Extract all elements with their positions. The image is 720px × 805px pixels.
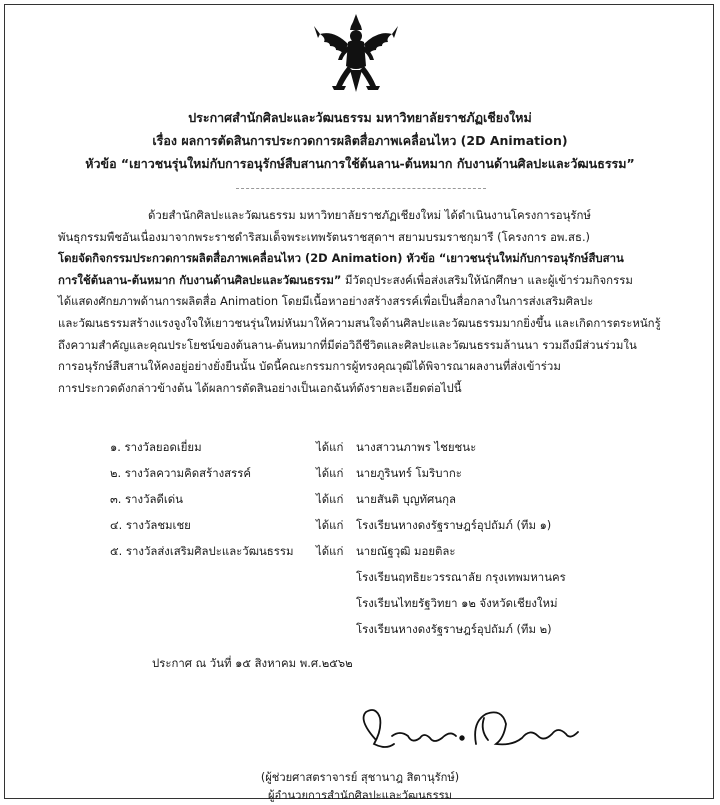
award-recipient-label: ได้แก่ xyxy=(316,544,344,558)
award-row xyxy=(110,538,670,564)
award-name: ๑. รางวัลยอดเยี่ยม xyxy=(110,440,202,454)
award-recipient-label: ได้แก่ xyxy=(316,440,344,454)
award-recipient: โรงเรียนหางดงรัฐราษฎร์อุปถัมภ์ (ทีม ๑) xyxy=(356,518,552,532)
award-row xyxy=(110,460,670,486)
header-line-1: ประกาศสำนักศิลปะและวัฒนธรรม มหาวิทยาลัยราชภัฏเชียงใหม่ xyxy=(188,110,532,125)
announcement-date: ประกาศ ณ วันที่ ๑๕ สิงหาคม พ.ศ.๒๕๖๒ xyxy=(152,656,353,670)
body-line-bold: การใช้ต้นลาน-ต้นหมาก กับงานด้านศิลปะและวัฒนธรรม” xyxy=(58,272,342,287)
body-line xyxy=(58,270,668,292)
body-line: การอนุรักษ์สืบสานให้คงอยู่อย่างยั่งยืนนั้น บัดนี้คณะกรรมการผู้ทรงคุณวุฒิได้พิจารณาผลงานที่ส่งเข้าร่วม xyxy=(58,359,561,374)
award-recipient-extra: โรงเรียนหางดงรัฐราษฎร์อุปถัมภ์ (ทีม ๒) xyxy=(356,622,552,636)
awards-list xyxy=(110,434,670,636)
award-name: ๒. รางวัลความคิดสร้างสรรค์ xyxy=(110,466,251,480)
document-header xyxy=(0,106,720,175)
body-line: ได้แสดงศักยภาพด้านการผลิตสื่อ Animation โดยมีเนื้อหาอย่างสร้างสรรค์เพื่อเป็นสื่อกลางในการส่งเสริมศิลปะ xyxy=(58,294,594,309)
award-name: ๔. รางวัลชมเชย xyxy=(110,518,191,532)
body-line: ด้วยสำนักศิลปะและวัฒนธรรม มหาวิทยาลัยราชภัฏเชียงใหม่ ได้ดำเนินงานโครงการอนุรักษ์ xyxy=(148,208,591,222)
header-line-2: เรื่อง ผลการตัดสินการประกวดการผลิตสื่อภาพเคลื่อนไหว (2D Animation) xyxy=(152,133,568,148)
award-row xyxy=(110,434,670,460)
body-line: พันธุกรรมพืชอันเนื่องมาจากพระราชดำริสมเด็จพระเทพรัตนราชสุดาฯ สยามบรมราชกุมารี (โครงการ อพ.สธ.) xyxy=(58,229,591,244)
award-recipient: นายภูรินทร์ โมริบากะ xyxy=(356,466,462,480)
award-name: ๓. รางวัลดีเด่น xyxy=(110,492,183,506)
body-paragraph xyxy=(58,205,668,399)
award-row xyxy=(110,486,670,512)
garuda-emblem-icon xyxy=(310,12,402,100)
award-row xyxy=(110,512,670,538)
award-recipient: นายณัฐวุฒิ มอยติละ xyxy=(356,544,456,558)
header-line-3: หัวข้อ “เยาวชนรุ่นใหม่กับการอนุรักษ์สืบสานการใช้ต้นลาน-ต้นหมาก กับงานด้านศิลปะและวัฒนธรรม” xyxy=(85,156,635,171)
award-recipient: นายสันติ บุญทัศนกุล xyxy=(356,492,456,506)
header-divider xyxy=(236,188,486,189)
award-recipient-extra: โรงเรียนไทยรัฐวิทยา ๑๒ จังหวัดเชียงใหม่ xyxy=(356,596,558,610)
body-line-rest: มีวัตถุประสงค์เพื่อส่งเสริมให้นักศึกษา และผู้เข้าร่วมกิจกรรม xyxy=(341,272,633,287)
award-recipient-label: ได้แก่ xyxy=(316,466,344,480)
body-line: และวัฒนธรรมสร้างแรงจูงใจให้เยาวชนรุ่นใหม่หันมาให้ความสนใจด้านศิลปะและวัฒนธรรมมากยิ่งขึ้น และเกิดการตระหนักรู้ xyxy=(58,315,661,330)
award-recipient: นางสาวนภาพร ไชยชนะ xyxy=(356,440,477,454)
handwritten-signature xyxy=(346,700,596,764)
body-line: ถึงความสำคัญและคุณประโยชน์ของต้นลาน-ต้นหมากที่มีต่อวิถีชีวิตและศิลปะและวัฒนธรรมล้านนา รวมถึงมีส่วนร่วมใน xyxy=(58,337,637,352)
signer-name: (ผู้ช่วยศาสตราจารย์ สุชานาฎ สิตานุรักษ์) xyxy=(260,771,460,784)
body-line: การประกวดดังกล่าวข้างต้น ได้ผลการตัดสินอย่างเป็นเอกฉันท์ดังรายละเอียดต่อไปนี้ xyxy=(58,380,462,395)
award-name: ๕. รางวัลส่งเสริมศิลปะและวัฒนธรรม xyxy=(110,544,294,558)
award-recipient-extra: โรงเรียนฤทธิยะวรรณาลัย กรุงเทพมหานคร xyxy=(356,570,566,584)
body-line: โดยจัดกิจกรรมประกวดการผลิตสื่อภาพเคลื่อนไหว (2D Animation) หัวข้อ “เยาวชนรุ่นใหม่กับการอนุรักษ์สืบสาน xyxy=(58,251,624,266)
signer-position: ผู้อำนวยการสำนักศิลปะและวัฒนธรรม xyxy=(267,789,453,802)
award-recipient-label: ได้แก่ xyxy=(316,518,344,532)
award-recipient-label: ได้แก่ xyxy=(316,492,344,506)
